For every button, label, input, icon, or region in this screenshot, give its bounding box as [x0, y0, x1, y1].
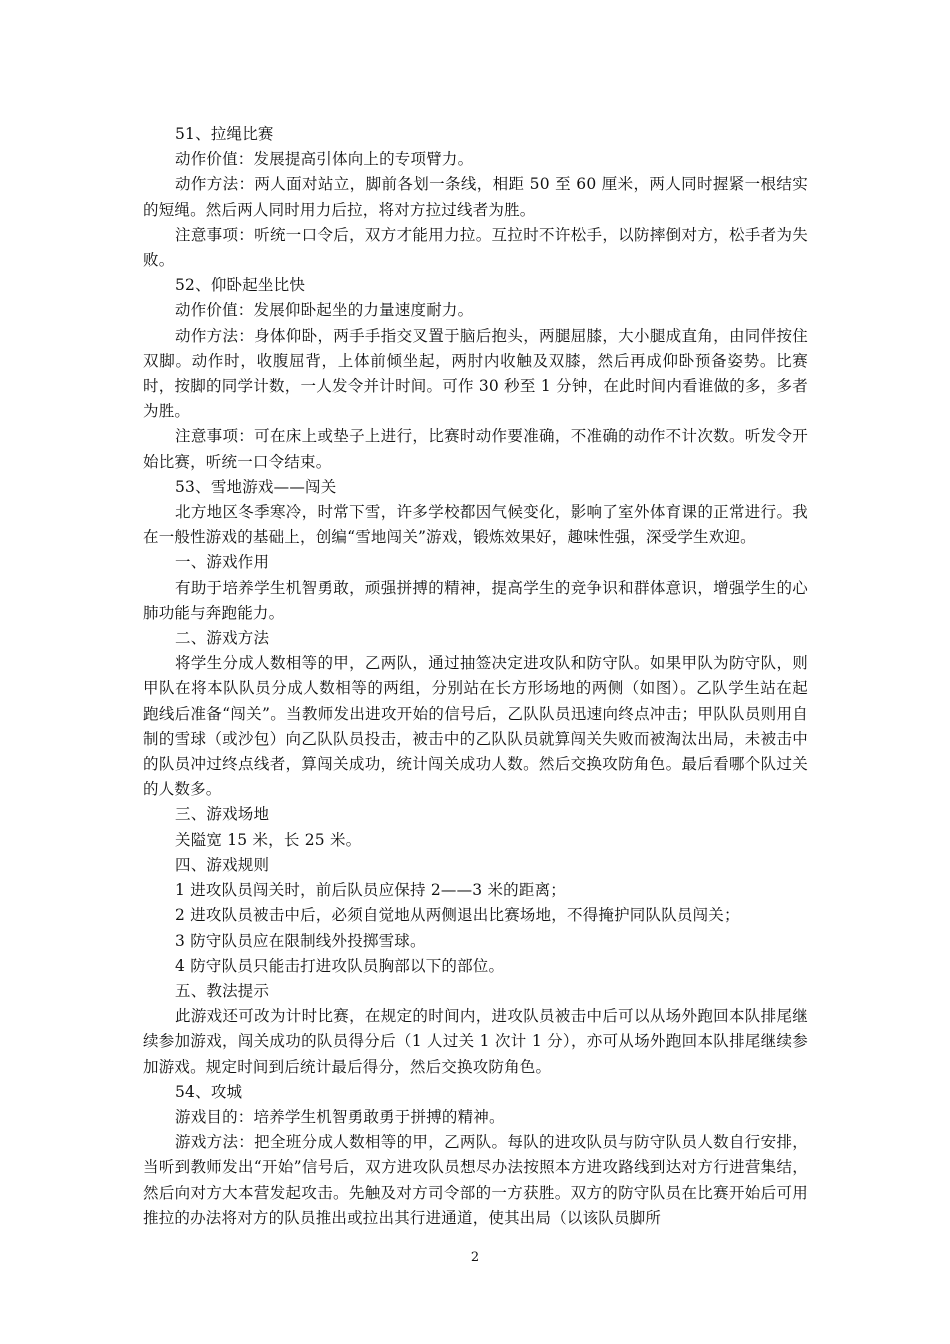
heading-54: 54、攻城	[175, 1082, 243, 1101]
paragraph: 游戏目的：培养学生机智勇敢勇于拼搏的精神。	[175, 1107, 505, 1126]
paragraph: 将学生分成人数相等的甲，乙两队，通过抽签决定进攻队和防守队。如果甲队为防守队，则甲队在将本队队员分成人数相等的两组，分别站在长方形场地的两侧（如图）。乙队学生站在起跑线后准备“闯关”。当教师发出进攻开始的信号后，乙队队员迅速向终点冲击；甲队队员则用自制的雪球（或沙包）向乙队队员投击，被击中的乙队队员就算闯关失败而被淘汰出局，未被击中的队员冲过终点线者，算闯关成功，统计闯关成功人数。然后交换攻防角色。最后看哪个队过关的人数多。	[143, 654, 808, 799]
paragraph: 动作方法：身体仰卧，两手手指交叉置于脑后抱头，两腿屈膝，大小腿成直角，由同伴按住双脚。动作时，收腹屈背，上体前倾坐起，两肘内收触及双膝，然后再成仰卧预备姿势。比赛时，按脚的同学计数，一人发令并计时间。可作 30 秒至 1 分钟，在此时间内看谁做的多，多者为胜。	[143, 326, 808, 421]
section-heading: 三、游戏场地	[175, 805, 270, 824]
paragraph: 有助于培养学生机智勇敢，顽强拼搏的精神，提高学生的竞争识和群体意识，增强学生的心肺功能与奔跑能力。	[143, 578, 808, 622]
section-heading: 二、游戏方法	[175, 629, 270, 648]
paragraph: 北方地区冬季寒冷，时常下雪，许多学校都因气候变化，影响了室外体育课的正常进行。我在一般性游戏的基础上，创编“雪地闯关”游戏，锻炼效果好，趣味性强，深受学生欢迎。	[143, 503, 808, 547]
paragraph: 注意事项：可在床上或垫子上进行，比赛时动作要准确，不准确的动作不计次数。听发令开始比赛，听统一口令结束。	[143, 427, 808, 471]
rule-item: 4 防守队员只能击打进攻队员胸部以下的部位。	[175, 956, 505, 975]
rule-item: 2 进攻队员被击中后，必须自觉地从两侧退出比赛场地，不得掩护同队队员闯关；	[175, 906, 740, 925]
rule-item: 1 进攻队员闯关时，前后队员应保持 2——3 米的距离；	[175, 881, 566, 900]
section-heading: 一、游戏作用	[175, 553, 270, 572]
paragraph: 注意事项：听统一口令后，双方才能用力拉。互拉时不许松手，以防摔倒对方，松手者为失败。	[143, 225, 808, 270]
section-heading: 四、游戏规则	[175, 855, 270, 874]
heading-52: 52、仰卧起坐比快	[175, 276, 306, 295]
page-number: 2	[470, 1250, 480, 1265]
paragraph: 动作价值：发展仰卧起坐的力量速度耐力。	[175, 301, 474, 320]
paragraph: 关隘宽 15 米，长 25 米。	[175, 830, 362, 849]
paragraph: 动作价值：发展提高引体向上的专项臂力。	[175, 150, 474, 169]
heading-51: 51、拉绳比赛	[175, 125, 274, 143]
rule-item: 3 防守队员应在限制线外投掷雪球。	[175, 931, 426, 950]
paragraph: 动作方法：两人面对站立，脚前各划一条线，相距 50 至 60 厘米，两人同时握紧一根结实的短绳。然后两人同时用力后拉，将对方拉过线者为胜。	[143, 175, 808, 219]
heading-53: 53、雪地游戏——闯关	[175, 477, 337, 496]
section-heading: 五、教法提示	[175, 981, 270, 1000]
document-body	[143, 122, 808, 1231]
paragraph: 此游戏还可改为计时比赛，在规定的时间内，进攻队员被击中后可以从场外跑回本队排尾继续参加游戏，闯关成功的队员得分后（1 人过关 1 次计 1 分），亦可从场外跑回本队排尾继续参加游戏。规定时间到后统计最后得分，然后交换攻防角色。	[143, 1007, 808, 1076]
paragraph: 游戏方法：把全班分成人数相等的甲，乙两队。每队的进攻队员与防守队员人数自行安排，当听到教师发出“开始”信号后，双方进攻队员想尽办法按照本方进攻路线到达对方行进营集结，然后向对方大本营发起攻击。先触及对方司令部的一方获胜。双方的防守队员在比赛开始后可用推拉的办法将对方的队员推出或拉出其行进通道，使其出局（以该队员脚所	[143, 1133, 808, 1227]
